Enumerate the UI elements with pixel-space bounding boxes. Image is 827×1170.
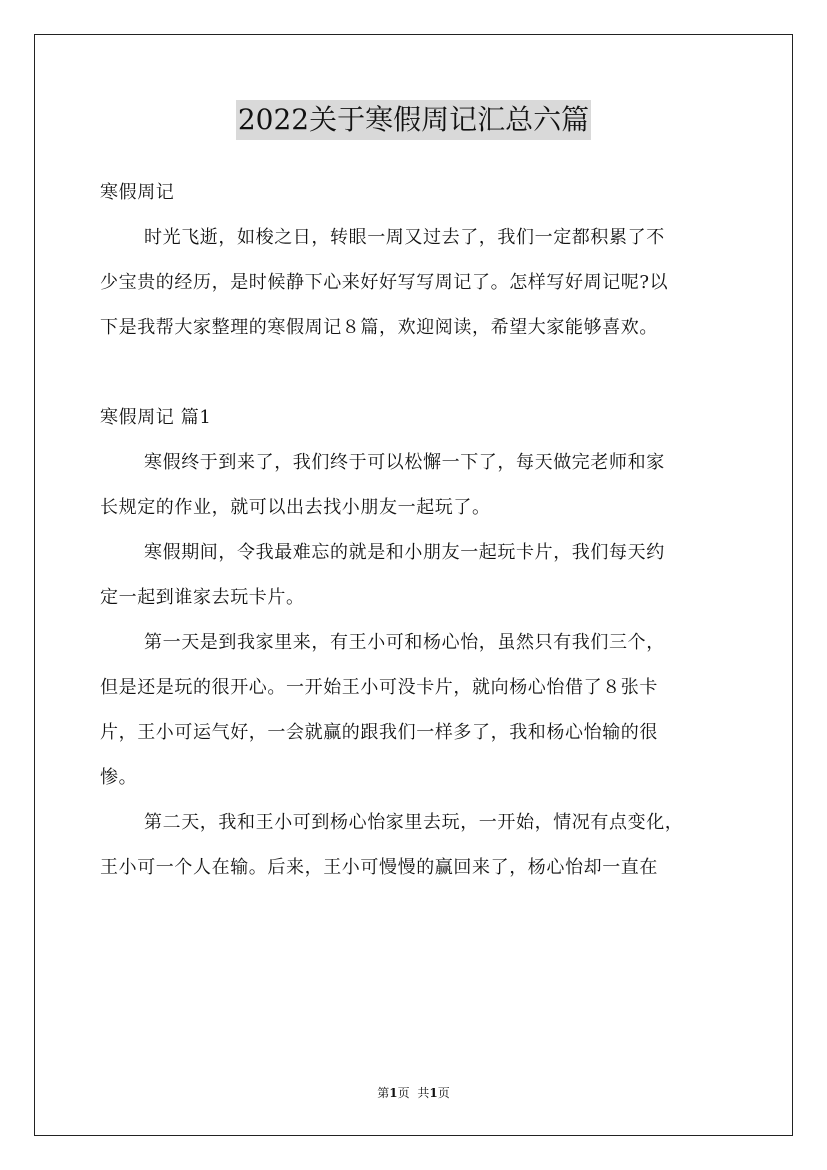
section1-line: 惨。 bbox=[100, 767, 138, 788]
total-suffix: 页 bbox=[437, 1086, 450, 1100]
section1-heading: 寒假周记 篇1 bbox=[100, 407, 212, 428]
page-suffix: 页 bbox=[397, 1086, 410, 1100]
section1-line: 寒假期间，令我最难忘的就是和小朋友一起玩卡片，我们每天约 bbox=[144, 542, 665, 563]
section1-line: 第一天是到我家里来，有王小可和杨心怡，虽然只有我们三个， bbox=[144, 632, 665, 653]
section1-line: 长规定的作业，就可以出去找小朋友一起玩了。 bbox=[100, 497, 491, 518]
section1-line: 寒假终于到来了，我们终于可以松懈一下了，每天做完老师和家 bbox=[144, 452, 665, 473]
section1-body bbox=[100, 440, 730, 890]
page-footer bbox=[0, 1084, 827, 1101]
title-container bbox=[0, 100, 827, 140]
intro-line: 少宝贵的经历，是时候静下心来好好写写周记了。怎样写好周记呢?以 bbox=[100, 272, 669, 293]
intro-heading: 寒假周记 bbox=[100, 182, 175, 203]
document-title: 2022关于寒假周记汇总六篇 bbox=[236, 100, 591, 140]
page-total: 1 bbox=[429, 1086, 438, 1100]
document-body bbox=[100, 170, 730, 890]
page-current: 1 bbox=[389, 1086, 398, 1100]
total-prefix: 共 bbox=[417, 1086, 430, 1100]
intro-line: 时光飞逝，如梭之日，转眼一周又过去了，我们一定都积累了不 bbox=[144, 227, 665, 248]
section-spacer bbox=[100, 350, 730, 395]
section1-line: 片，王小可运气好，一会就赢的跟我们一样多了，我和杨心怡输的很 bbox=[100, 722, 658, 743]
section1-line: 第二天，我和王小可到杨心怡家里去玩，一开始，情况有点变化， bbox=[144, 812, 684, 833]
section1-line: 但是还是玩的很开心。一开始王小可没卡片，就向杨心怡借了８张卡 bbox=[100, 677, 658, 698]
intro-line: 下是我帮大家整理的寒假周记８篇，欢迎阅读，希望大家能够喜欢。 bbox=[100, 317, 658, 338]
page-prefix: 第 bbox=[377, 1086, 390, 1100]
section1-line: 王小可一个人在输。后来，王小可慢慢的赢回来了，杨心怡却一直在 bbox=[100, 857, 658, 878]
section1-line: 定一起到谁家去玩卡片。 bbox=[100, 587, 305, 608]
